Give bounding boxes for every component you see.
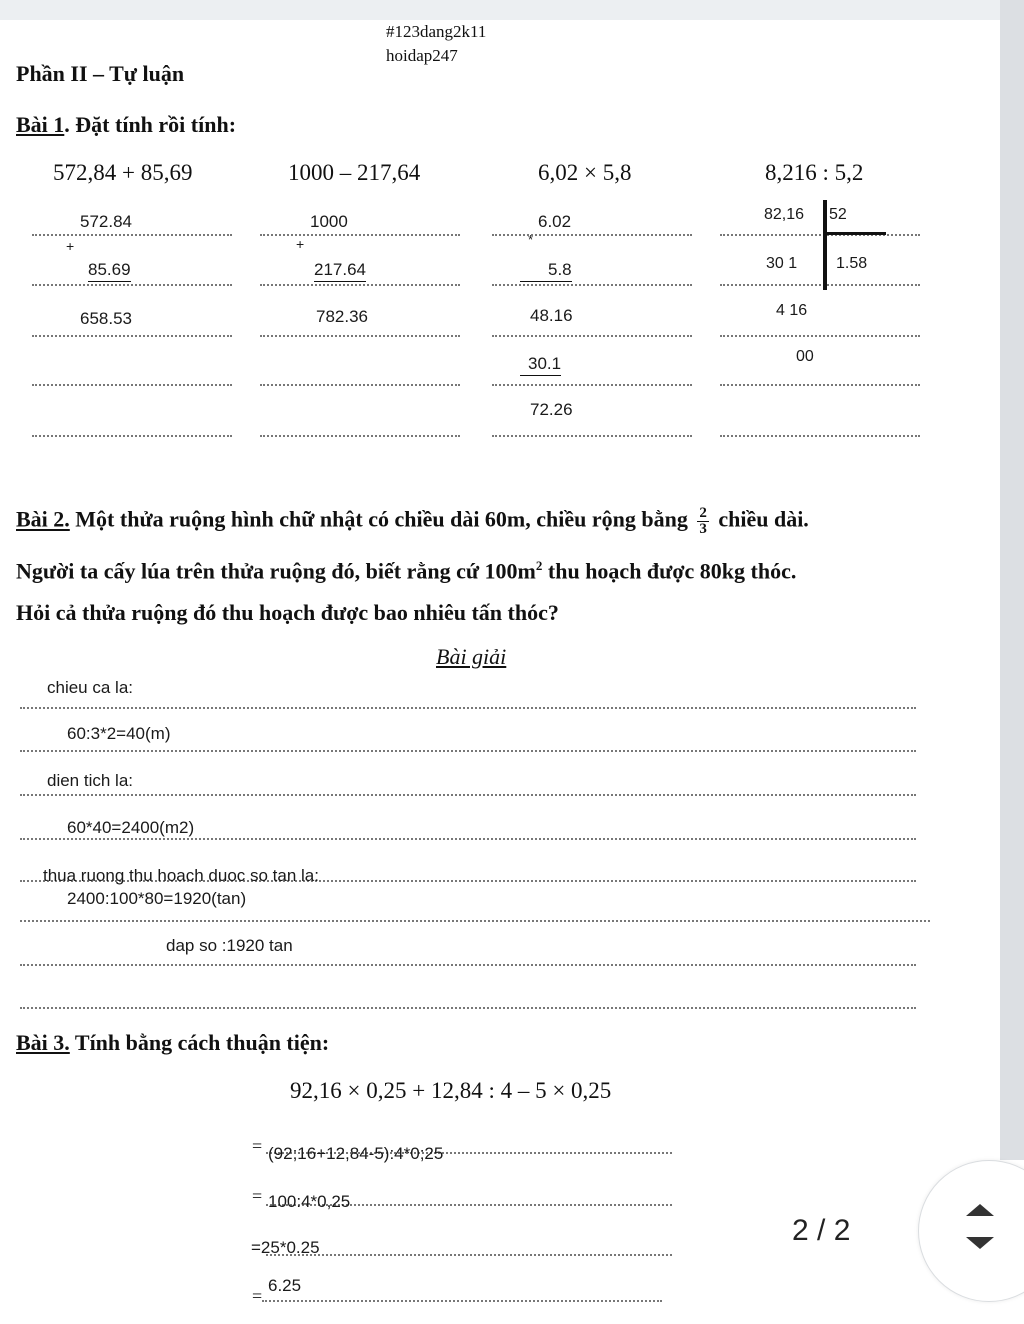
dotted-line <box>20 794 916 796</box>
bai3-expression: 92,16 × 0,25 + 12,84 : 4 – 5 × 0,25 <box>290 1078 612 1103</box>
col3-partial-1: 48.16 <box>530 306 573 325</box>
answer-line: thua ruong thu hoach duoc so tan la: <box>43 866 319 885</box>
col1-operand-a: 572.84 <box>80 212 132 231</box>
step-2: 100:4*0,25 <box>268 1192 351 1211</box>
step-equals: = <box>252 1286 263 1306</box>
dotted-line <box>20 707 916 709</box>
step-equals: = <box>252 1136 263 1156</box>
col2-result: 782.36 <box>316 307 368 326</box>
col4-remainder-3: 00 <box>796 348 814 365</box>
col4-remainder-1: 30 1 <box>766 255 798 272</box>
division-vertical-bar <box>823 200 827 290</box>
col4-divisor: 52 <box>829 206 847 223</box>
solution-heading: Bài giải <box>436 644 507 669</box>
bai2-text-1a: Một thửa ruộng hình chữ nhật có chiều dài 60m, chiều rộng bằng <box>69 506 694 532</box>
bai2-superscript: 2 <box>535 558 543 573</box>
dotted-line <box>20 1007 916 1009</box>
scrollbar-track[interactable] <box>1000 0 1024 1160</box>
dotted-line <box>720 284 920 286</box>
dotted-line <box>260 384 460 386</box>
watermark-site: hoidap247 <box>386 46 458 65</box>
step-result: 6.25 <box>268 1276 302 1295</box>
answer-line: 2400:100*80=1920(tan) <box>67 889 247 908</box>
bai3-label: Bài 3. <box>16 1030 70 1055</box>
dotted-line <box>260 435 460 437</box>
dotted-line <box>266 1254 672 1256</box>
dotted-line <box>260 284 460 286</box>
bai2-line-1 <box>16 506 809 537</box>
bai1-problem-1: 572,84 + 85,69 <box>53 160 193 185</box>
answer-line: chieu ca la: <box>47 678 133 697</box>
answer-line: dien tich la: <box>47 771 133 790</box>
dotted-line <box>720 384 920 386</box>
fraction-denominator: 3 <box>699 521 707 537</box>
bai3-title: Tính bằng cách thuận tiện: <box>69 1030 330 1055</box>
fraction-numerator: 2 <box>699 505 707 521</box>
bai1-problem-3: 6,02 × 5,8 <box>538 160 632 185</box>
col3-operand-a: 6.02 <box>538 212 572 231</box>
col2-operand-b: 217.64 <box>314 260 366 282</box>
col2-operand-a: 1000 <box>310 212 348 231</box>
col4-dividend: 82,16 <box>764 206 805 223</box>
division-horizontal-bar <box>823 232 886 235</box>
bai2-text-2b: thu hoạch được 80kg thóc. <box>542 558 797 584</box>
bai2-text-2a: Người ta cấy lúa trên thửa ruộng đó, biết rằng cứ 100m <box>16 558 536 584</box>
dotted-line <box>492 335 692 337</box>
col4-remainder-2: 4 16 <box>776 302 808 319</box>
bai1-title: . Đặt tính rồi tính: <box>64 112 237 137</box>
dotted-line <box>492 435 692 437</box>
dotted-line <box>32 435 232 437</box>
page-down-icon[interactable] <box>966 1237 994 1249</box>
col3-result: 72.26 <box>530 400 573 419</box>
dotted-line <box>32 335 232 337</box>
col2-operator: + <box>296 236 305 252</box>
dotted-line <box>720 234 920 236</box>
section-title: Phần II – Tự luận <box>16 61 185 86</box>
dotted-line <box>492 384 692 386</box>
step-equals: = <box>252 1186 263 1206</box>
dotted-line <box>20 838 916 840</box>
col3-partial-2: 30.1 <box>520 354 561 376</box>
bai1-problem-2: 1000 – 217,64 <box>288 160 421 185</box>
bai1-heading <box>16 112 236 138</box>
dotted-line <box>20 964 916 966</box>
answer-line: 60:3*2=40(m) <box>67 724 171 743</box>
bai3-heading <box>16 1030 329 1056</box>
dotted-line <box>720 335 920 337</box>
step-3: =25*0.25 <box>251 1238 320 1257</box>
col1-result: 658.53 <box>80 309 132 328</box>
page-indicator: 2 / 2 <box>792 1214 851 1247</box>
bai1-label: Bài 1 <box>16 112 65 137</box>
col4-quotient: 1.58 <box>836 255 868 272</box>
dotted-line <box>262 1300 662 1302</box>
page-up-icon[interactable] <box>966 1204 994 1216</box>
bai2-line-2 <box>16 558 796 584</box>
bai2-text-1b: chiều dài. <box>712 506 809 532</box>
col3-operand-b: 5.8 <box>520 260 572 282</box>
dotted-line <box>492 284 692 286</box>
col1-operand-b: 85.69 <box>88 260 131 282</box>
col1-operator: + <box>66 238 75 254</box>
dotted-line <box>260 234 460 236</box>
step-1: (92;16+12,84-5):4*0;25 <box>268 1144 444 1163</box>
dotted-line <box>720 435 920 437</box>
dotted-line <box>20 750 916 752</box>
col3-operator: * <box>528 232 534 247</box>
dotted-line <box>32 384 232 386</box>
bai2-line-3: Hỏi cả thửa ruộng đó thu hoạch được bao nhiêu tấn thóc? <box>16 600 559 625</box>
dotted-line <box>260 335 460 337</box>
dotted-line <box>32 284 232 286</box>
dotted-line <box>32 234 232 236</box>
final-answer: dap so :1920 tan <box>166 936 293 955</box>
pager-control <box>918 1160 1024 1302</box>
dotted-line <box>492 234 692 236</box>
bai2-label: Bài 2. <box>16 506 70 532</box>
watermark-tag: #123dang2k11 <box>386 22 487 41</box>
bai1-problem-4: 8,216 : 5,2 <box>765 160 864 185</box>
fraction-two-thirds <box>697 506 709 537</box>
answer-line: 60*40=2400(m2) <box>67 818 195 837</box>
dotted-line <box>20 920 930 922</box>
top-toolbar-strip <box>0 0 1000 20</box>
